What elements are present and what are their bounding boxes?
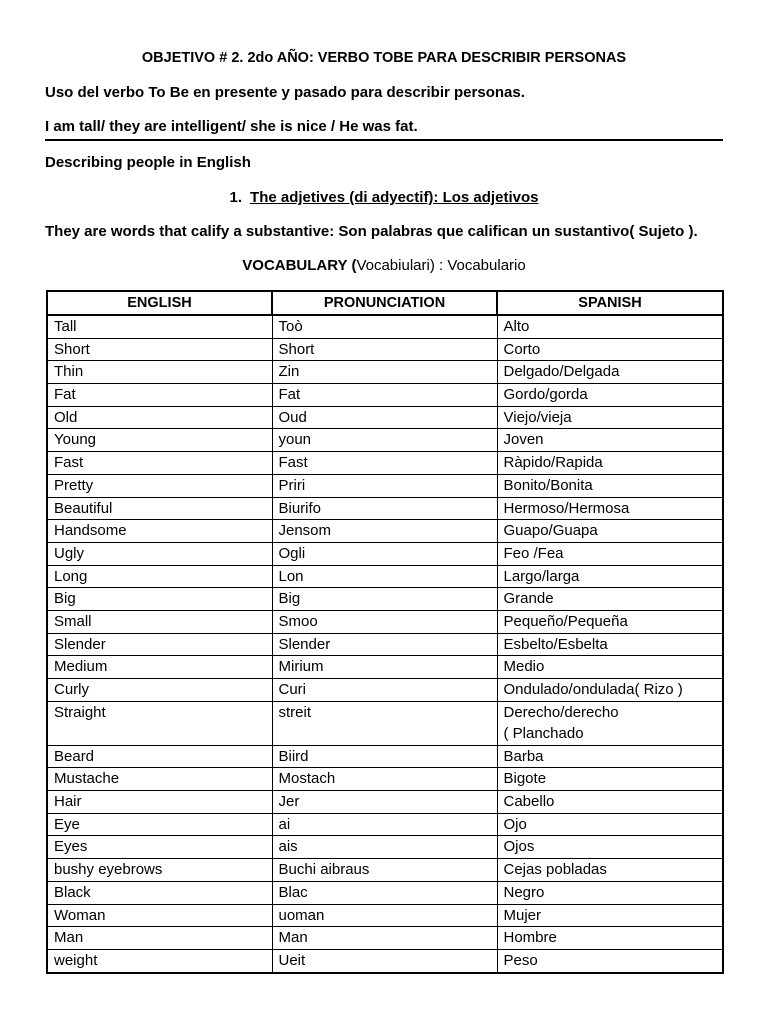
- heading-number: 1.: [229, 189, 243, 206]
- english-cell: Black: [47, 881, 272, 904]
- english-cell: weight: [47, 949, 272, 972]
- pronunciation-cell: Jensom: [272, 520, 497, 543]
- english-cell: Woman: [47, 904, 272, 927]
- spanish-cell: Ràpido/Rapida: [497, 452, 723, 475]
- spanish-cell: Gordo/gorda: [497, 384, 723, 407]
- english-cell: Ugly: [47, 542, 272, 565]
- pronunciation-cell: Smoo: [272, 610, 497, 633]
- pronunciation-cell: streit: [272, 701, 497, 745]
- english-cell: Slender: [47, 633, 272, 656]
- pronunciation-cell: Mirium: [272, 656, 497, 679]
- pronunciation-cell: Lon: [272, 565, 497, 588]
- pronunciation-cell: Fast: [272, 452, 497, 475]
- vocabulary-label-bold: VOCABULARY (: [242, 257, 357, 274]
- spanish-cell: Peso: [497, 949, 723, 972]
- english-cell: Straight: [47, 701, 272, 745]
- column-header-pronunciation: PRONUNCIATION: [272, 291, 497, 315]
- spanish-cell: Joven: [497, 429, 723, 452]
- table-row: [47, 904, 723, 927]
- spanish-cell: Mujer: [497, 904, 723, 927]
- spanish-cell: Hermoso/Hermosa: [497, 497, 723, 520]
- vocabulary-label: [45, 256, 723, 276]
- pronunciation-cell: Ueit: [272, 949, 497, 972]
- english-cell: Old: [47, 406, 272, 429]
- spanish-cell: Ojos: [497, 836, 723, 859]
- definition-text: They are words that calify a substantive: Son palabras que califican un sustantivo( Sujeto ).: [45, 223, 698, 240]
- table-row: [47, 745, 723, 768]
- english-cell: Big: [47, 588, 272, 611]
- pronunciation-cell: Mostach: [272, 768, 497, 791]
- table-row: [47, 859, 723, 882]
- english-cell: Medium: [47, 656, 272, 679]
- pronunciation-cell: Slender: [272, 633, 497, 656]
- table-row: [47, 679, 723, 702]
- pronunciation-cell: Jer: [272, 791, 497, 814]
- spanish-cell: Medio: [497, 656, 723, 679]
- pronunciation-cell: Short: [272, 338, 497, 361]
- table-row: [47, 497, 723, 520]
- pronunciation-cell: Priri: [272, 474, 497, 497]
- pronunciation-cell: Ogli: [272, 542, 497, 565]
- english-cell: Eyes: [47, 836, 272, 859]
- pronunciation-cell: Buchi aibraus: [272, 859, 497, 882]
- heading-text: The adjetives (di adyectif): Los adjetivos: [250, 189, 539, 206]
- english-cell: Small: [47, 610, 272, 633]
- english-cell: Fat: [47, 384, 272, 407]
- english-cell: Tall: [47, 315, 272, 338]
- pronunciation-cell: Man: [272, 927, 497, 950]
- spanish-cell: Alto: [497, 315, 723, 338]
- pronunciation-cell: ai: [272, 813, 497, 836]
- table-row: [47, 338, 723, 361]
- section-intro: Describing people in English: [45, 154, 251, 171]
- pronunciation-cell: Biird: [272, 745, 497, 768]
- english-cell: Beard: [47, 745, 272, 768]
- english-cell: Short: [47, 338, 272, 361]
- pronunciation-cell: youn: [272, 429, 497, 452]
- pronunciation-cell: Fat: [272, 384, 497, 407]
- pronunciation-cell: Toò: [272, 315, 497, 338]
- spanish-cell: Barba: [497, 745, 723, 768]
- pronunciation-cell: Curi: [272, 679, 497, 702]
- spanish-cell: Viejo/vieja: [497, 406, 723, 429]
- english-cell: Young: [47, 429, 272, 452]
- spanish-cell: Grande: [497, 588, 723, 611]
- english-cell: Mustache: [47, 768, 272, 791]
- table-row: [47, 588, 723, 611]
- column-header-english: ENGLISH: [47, 291, 272, 315]
- spanish-cell: Derecho/derecho ( Planchado: [497, 701, 723, 745]
- table-header-row: [47, 291, 723, 315]
- english-cell: Pretty: [47, 474, 272, 497]
- spanish-cell: Bigote: [497, 768, 723, 791]
- table-row: [47, 384, 723, 407]
- spanish-cell: Pequeño/Pequeña: [497, 610, 723, 633]
- table-row: [47, 768, 723, 791]
- spanish-cell: Bonito/Bonita: [497, 474, 723, 497]
- table-row: [47, 406, 723, 429]
- column-header-spanish: SPANISH: [497, 291, 723, 315]
- table-row: [47, 791, 723, 814]
- example-sentences: I am tall/ they are intelligent/ she is nice / He was fat.: [45, 118, 418, 135]
- subtitle: Uso del verbo To Be en presente y pasado para describir personas.: [45, 84, 525, 101]
- vocabulary-label-rest: Vocabiulari) : Vocabulario: [356, 257, 526, 274]
- table-row: [47, 701, 723, 745]
- spanish-cell: Cabello: [497, 791, 723, 814]
- section-heading: [45, 188, 723, 208]
- table-row: [47, 452, 723, 475]
- spanish-cell: Delgado/Delgada: [497, 361, 723, 384]
- table-row: [47, 565, 723, 588]
- spanish-cell: Ondulado/ondulada( Rizo ): [497, 679, 723, 702]
- spanish-cell: Largo/larga: [497, 565, 723, 588]
- pronunciation-cell: Zin: [272, 361, 497, 384]
- english-cell: bushy eyebrows: [47, 859, 272, 882]
- table-row: [47, 633, 723, 656]
- english-cell: Beautiful: [47, 497, 272, 520]
- pronunciation-cell: uoman: [272, 904, 497, 927]
- page-title: OBJETIVO # 2. 2do AÑO: VERBO TOBE PARA DESCRIBIR PERSONAS: [141, 50, 627, 66]
- table-row: [47, 927, 723, 950]
- spanish-cell: Esbelto/Esbelta: [497, 633, 723, 656]
- spanish-cell: Hombre: [497, 927, 723, 950]
- english-cell: Thin: [47, 361, 272, 384]
- english-cell: Man: [47, 927, 272, 950]
- table-row: [47, 813, 723, 836]
- spanish-cell: Corto: [497, 338, 723, 361]
- english-cell: Eye: [47, 813, 272, 836]
- spanish-cell: Cejas pobladas: [497, 859, 723, 882]
- pronunciation-cell: Oud: [272, 406, 497, 429]
- table-row: [47, 315, 723, 338]
- pronunciation-cell: Big: [272, 588, 497, 611]
- spanish-cell: Negro: [497, 881, 723, 904]
- table-row: [47, 520, 723, 543]
- english-cell: Long: [47, 565, 272, 588]
- spanish-cell: Feo /Fea: [497, 542, 723, 565]
- table-row: [47, 429, 723, 452]
- table-row: [47, 881, 723, 904]
- pronunciation-cell: ais: [272, 836, 497, 859]
- spanish-cell: Guapo/Guapa: [497, 520, 723, 543]
- spanish-cell: Ojo: [497, 813, 723, 836]
- pronunciation-cell: Biurifo: [272, 497, 497, 520]
- vocabulary-table: [46, 290, 724, 974]
- english-cell: Hair: [47, 791, 272, 814]
- table-row: [47, 836, 723, 859]
- table-row: [47, 949, 723, 972]
- table-row: [47, 474, 723, 497]
- english-cell: Handsome: [47, 520, 272, 543]
- horizontal-rule: [45, 139, 723, 141]
- pronunciation-cell: Blac: [272, 881, 497, 904]
- table-row: [47, 361, 723, 384]
- table-row: [47, 542, 723, 565]
- english-cell: Curly: [47, 679, 272, 702]
- table-body: [47, 315, 723, 973]
- table-row: [47, 656, 723, 679]
- english-cell: Fast: [47, 452, 272, 475]
- table-row: [47, 610, 723, 633]
